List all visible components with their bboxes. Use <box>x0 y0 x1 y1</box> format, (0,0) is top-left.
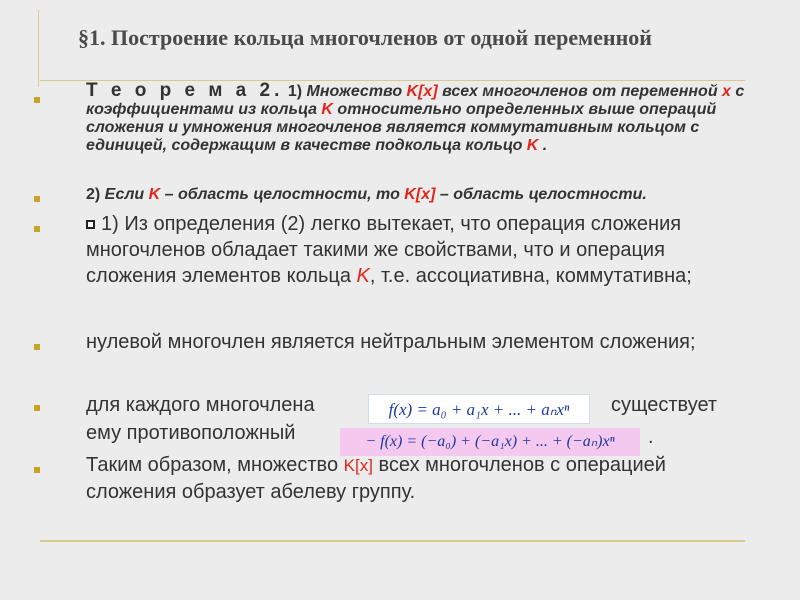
bullet-icon <box>34 344 40 350</box>
polynomial-formula: f(x) = a₀ + a₁x + ... + aₙxⁿ <box>368 394 590 424</box>
proof-paragraph-2: нулевой многочлен является нейтральным элементом сложения; <box>86 331 696 353</box>
ring-kx: K[x] <box>404 186 436 203</box>
bullet-icon <box>34 405 40 411</box>
ring-k: K <box>526 137 539 154</box>
proof-paragraph-4 <box>86 452 666 505</box>
ring-k: K <box>148 186 161 203</box>
bullet-icon <box>34 97 40 103</box>
theorem-text: всех многочленов от переменной <box>437 83 723 100</box>
bullet-icon <box>34 226 40 232</box>
opposite-polynomial-formula: − f(x) = (−a₀) + (−a₁x) + ... + (−aₙ)xⁿ <box>340 428 640 456</box>
theorem-text: Множество <box>302 83 407 100</box>
theorem-part2-number: 2) <box>86 186 101 203</box>
theorem-text: – область целостности. <box>435 186 647 203</box>
proof-text-opposite-b: существует <box>611 394 718 416</box>
theorem-text: Если <box>100 186 149 203</box>
theorem-text: относительно определенных выше операций сложения и умножения многочленов является коммутативным кольцом с единицей, содержащим в качестве подкольца кольцо <box>86 101 717 154</box>
ring-kx: K[x] <box>406 83 438 100</box>
frame-line-bottom <box>40 540 745 542</box>
ring-k: K <box>321 101 333 118</box>
proof-text-opposite-c: ему противоположный <box>86 422 296 444</box>
page-title: §1. Построение кольца многочленов от одной переменной <box>78 25 652 50</box>
proof-text: всех многочленов с операцией сложения образует абелеву группу. <box>86 454 666 503</box>
bullet-icon <box>34 467 40 473</box>
theorem-part1-number: 1) <box>283 83 303 100</box>
theorem-text: . <box>538 137 548 154</box>
ring-k: K <box>356 265 370 287</box>
theorem-text: – область целостности, то <box>160 186 405 203</box>
theorem-text: с коэффициентами из кольца <box>86 83 745 118</box>
proof-text: , т.е. ассоциативна, коммутативна; <box>369 265 692 287</box>
ring-kx: K[x] <box>343 456 373 475</box>
theorem-paragraph <box>86 82 751 155</box>
proof-paragraph-1 <box>86 211 746 289</box>
theorem-heading: Т е о р е м а 2. <box>86 80 284 101</box>
proof-text-opposite-a: для каждого многочлена <box>86 394 315 416</box>
proof-text: Таким образом, множество <box>86 454 344 476</box>
frame-line-left <box>38 10 39 87</box>
proof-text: 1) Из определения (2) легко вытекает, что операция сложения многочленов обладает такими же свойствами, что и операция сложения элементов кольца <box>86 213 682 287</box>
bullet-icon <box>34 196 40 202</box>
variable-x: x <box>722 83 731 100</box>
proof-dot: . <box>648 426 654 448</box>
proof-square-icon <box>86 220 95 229</box>
theorem-part2 <box>86 186 746 204</box>
